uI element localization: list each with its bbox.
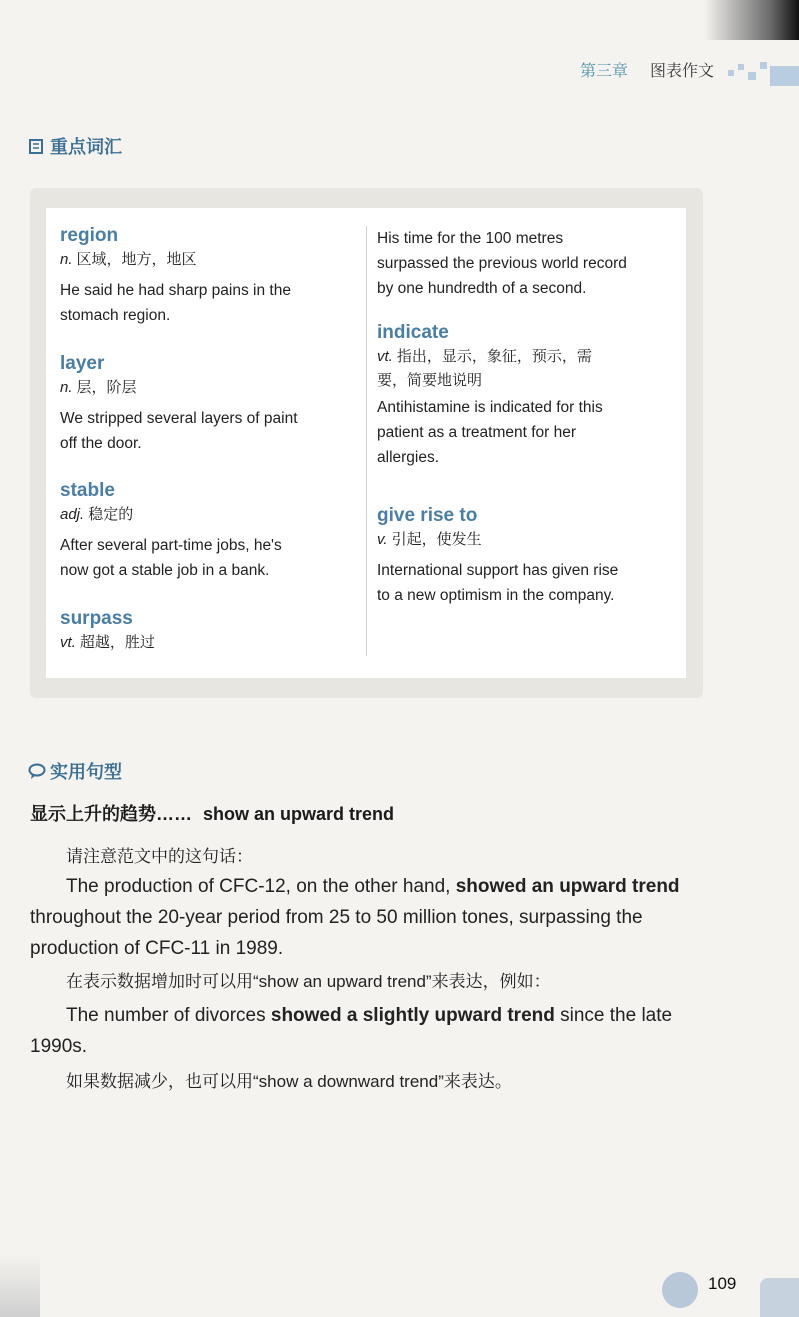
vocab-meaning: 区域，地方，地区 xyxy=(76,251,197,268)
vocab-word: give rise to xyxy=(377,505,478,526)
page-edge xyxy=(0,1255,40,1317)
speech-bubble-icon xyxy=(28,762,46,780)
pattern-heading: 显示上升的趋势…… show an upward trend xyxy=(30,804,395,824)
paragraph: 如果数据减少，也可以用“show a downward trend”来表达。 xyxy=(66,1072,512,1091)
vocab-example: allergies. xyxy=(377,449,440,466)
vocab-pos: n. xyxy=(60,251,73,268)
vocab-word: indicate xyxy=(377,322,449,343)
vocab-word: layer xyxy=(60,353,105,374)
vocab-example: to a new optimism in the company. xyxy=(377,587,615,604)
vocab-meaning: 要，简要地说明 xyxy=(377,372,483,389)
paragraph: The production of CFC-12, on the other hand, showed an upward trend throughout the 20-year period from 25 to 50 million tones, surpassing the production of CFC-11 in 1989. xyxy=(30,876,680,959)
page-shadow xyxy=(704,0,799,40)
vocab-word: region xyxy=(60,225,119,246)
vocab-pos: v. xyxy=(377,531,388,548)
book-icon xyxy=(28,137,46,155)
chapter-label: 第三章 xyxy=(580,61,629,80)
header-decoration xyxy=(728,60,799,86)
vocab-example: We stripped several layers of paint xyxy=(60,410,298,427)
page-number-decoration xyxy=(662,1272,698,1308)
page-number: 109 xyxy=(708,1274,737,1293)
vocab-example: Antihistamine is indicated for this xyxy=(377,399,603,416)
page-corner-decoration xyxy=(760,1278,799,1317)
paragraph: 在表示数据增加时可以用“show an upward trend”来表达，例如： xyxy=(66,972,551,991)
vocab-example: patient as a treatment for her xyxy=(377,424,577,441)
vocab-meaning: 引起，使发生 xyxy=(391,531,482,548)
vocab-entry-surpass xyxy=(60,607,360,655)
vocab-example: off the door. xyxy=(60,435,142,452)
pattern-section-title: 实用句型 xyxy=(28,758,122,784)
vocab-pos: n. xyxy=(60,379,73,396)
vocab-meaning: 层，阶层 xyxy=(76,379,137,396)
paragraph: 请注意范文中的这句话： xyxy=(66,847,253,866)
vocab-entry-stable xyxy=(60,479,360,583)
vocab-example: He said he had sharp pains in the xyxy=(60,282,291,299)
vocab-entry-region xyxy=(60,224,360,328)
vocab-meaning: 超越，胜过 xyxy=(79,634,155,651)
vocab-pos: adj. xyxy=(60,506,85,523)
vocab-entry-indicate xyxy=(377,321,677,470)
vocab-example: International support has given rise xyxy=(377,562,619,579)
vocab-word: stable xyxy=(60,480,115,501)
vocab-pos: vt. xyxy=(377,348,393,365)
vocab-example-surpass: His time for the 100 metres surpassed the previous world record by one hundredth of a second. xyxy=(377,230,627,297)
vocab-example: After several part-time jobs, he's xyxy=(60,537,282,554)
chapter-title: 图表作文 xyxy=(650,61,715,80)
vocab-section-title: 重点词汇 xyxy=(28,133,122,159)
vocab-pos: vt. xyxy=(60,634,76,651)
vocab-meaning: 稳定的 xyxy=(88,506,134,523)
column-divider xyxy=(366,226,367,656)
vocab-word: surpass xyxy=(60,608,133,629)
vocab-example: stomach region. xyxy=(60,307,171,324)
paragraph: The number of divorces showed a slightly upward trend since the late 1990s. xyxy=(30,1005,673,1057)
vocab-entry-give-rise-to xyxy=(377,504,677,608)
vocab-entry-layer xyxy=(60,352,360,456)
vocab-example: now got a stable job in a bank. xyxy=(60,562,270,579)
vocab-meaning: 指出，显示，象征，预示，需 xyxy=(396,348,592,365)
